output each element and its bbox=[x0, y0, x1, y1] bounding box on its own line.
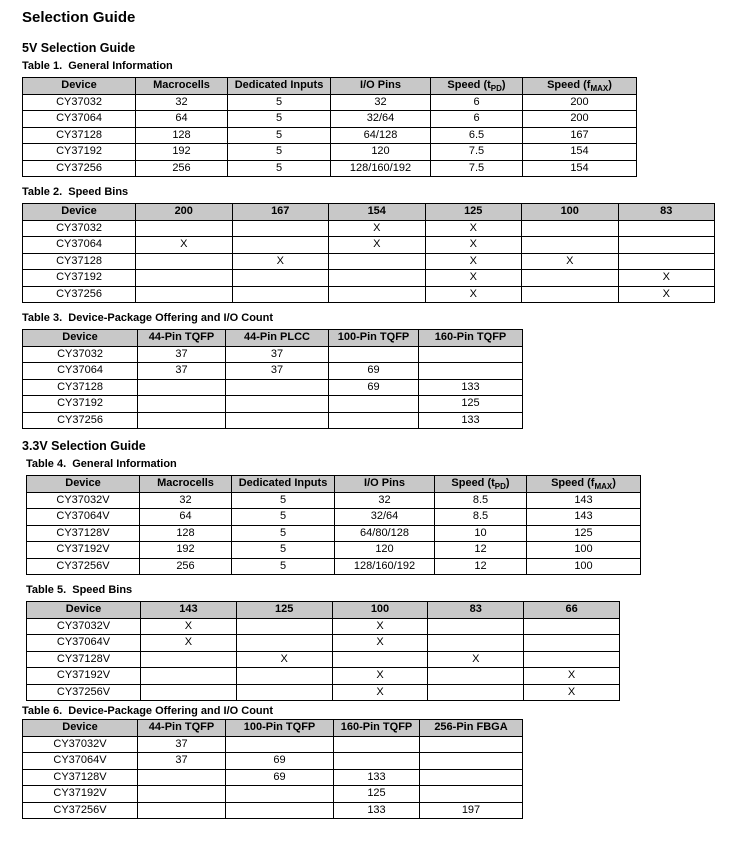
table-cell: 197 bbox=[420, 802, 523, 819]
table-cell: 37 bbox=[226, 346, 329, 363]
device-cell: CY37256 bbox=[23, 286, 136, 303]
table-row bbox=[23, 379, 523, 396]
table-cell bbox=[522, 286, 619, 303]
table-cell bbox=[226, 396, 329, 413]
section-5v-heading: 5V Selection Guide bbox=[22, 41, 136, 55]
table-cell: 200 bbox=[523, 111, 637, 128]
table-cell bbox=[420, 736, 523, 753]
table-cell: X bbox=[141, 635, 237, 652]
table-cell bbox=[524, 635, 620, 652]
table-cell: 12 bbox=[435, 542, 527, 559]
table1-general-information bbox=[22, 77, 637, 177]
table-cell: 32 bbox=[136, 94, 228, 111]
table-cell: X bbox=[425, 286, 522, 303]
table-cell bbox=[522, 237, 619, 254]
device-cell: CY37192 bbox=[23, 396, 138, 413]
table-cell bbox=[138, 769, 226, 786]
table-cell: 120 bbox=[335, 542, 435, 559]
table-cell bbox=[141, 651, 237, 668]
table-cell bbox=[329, 253, 426, 270]
table-cell bbox=[141, 668, 237, 685]
device-cell: CY37032 bbox=[23, 346, 138, 363]
table2-block bbox=[22, 186, 733, 303]
table-cell: 69 bbox=[329, 363, 419, 380]
column-header: 154 bbox=[329, 204, 426, 221]
table-row bbox=[27, 651, 620, 668]
table-cell bbox=[618, 253, 715, 270]
column-header: 83 bbox=[618, 204, 715, 221]
table-cell: 256 bbox=[136, 160, 228, 177]
table-cell: 5 bbox=[228, 144, 331, 161]
table-row bbox=[23, 94, 637, 111]
table-cell: X bbox=[618, 286, 715, 303]
table-cell bbox=[232, 237, 329, 254]
column-header: Speed $(f_{MAX})$ bbox=[523, 78, 637, 95]
column-header: Dedicated Inputs bbox=[228, 78, 331, 95]
table-cell: X bbox=[522, 253, 619, 270]
table-cell bbox=[141, 684, 237, 701]
table4-general-information bbox=[26, 475, 641, 575]
device-cell: CY37128 bbox=[23, 127, 136, 144]
table-cell: 192 bbox=[136, 144, 228, 161]
table-cell: 5 bbox=[228, 160, 331, 177]
table-cell: 100 bbox=[527, 542, 641, 559]
column-header: Macrocells bbox=[140, 476, 232, 493]
column-header: Device bbox=[23, 78, 136, 95]
table-cell: X bbox=[141, 618, 237, 635]
table-cell: X bbox=[329, 237, 426, 254]
column-header: Speed $(f_{MAX})$ bbox=[527, 476, 641, 493]
table-cell: 6 bbox=[431, 111, 523, 128]
column-header: Device bbox=[27, 602, 141, 619]
table3-block bbox=[22, 312, 733, 429]
table-cell: 5 bbox=[228, 127, 331, 144]
column-header: 125 bbox=[236, 602, 332, 619]
table-cell: 256 bbox=[140, 558, 232, 575]
table-cell bbox=[232, 270, 329, 287]
table3-caption: Table 3. Device-Package Offering and I/O Count bbox=[22, 312, 274, 324]
table-cell: X bbox=[524, 684, 620, 701]
table-cell: 69 bbox=[226, 753, 334, 770]
device-cell: CY37032V bbox=[27, 618, 141, 635]
table-cell bbox=[226, 802, 334, 819]
table-cell bbox=[428, 635, 524, 652]
table-cell bbox=[236, 668, 332, 685]
table-cell bbox=[420, 753, 523, 770]
table-cell: 5 bbox=[232, 558, 335, 575]
table-cell: 125 bbox=[419, 396, 523, 413]
table-cell: 12 bbox=[435, 558, 527, 575]
table-row bbox=[27, 558, 641, 575]
table-cell bbox=[420, 786, 523, 803]
column-header: 100 bbox=[522, 204, 619, 221]
table-cell: 192 bbox=[140, 542, 232, 559]
table-row bbox=[27, 492, 641, 509]
table-row bbox=[23, 253, 715, 270]
table-cell: 8.5 bbox=[435, 492, 527, 509]
table-cell: 7.5 bbox=[431, 144, 523, 161]
header-row bbox=[23, 78, 637, 95]
device-cell: CY37192V bbox=[27, 668, 141, 685]
table-cell: X bbox=[332, 635, 428, 652]
table-cell bbox=[138, 786, 226, 803]
table-cell: 32/64 bbox=[331, 111, 431, 128]
table-cell bbox=[136, 286, 233, 303]
table-cell: 64/128 bbox=[331, 127, 431, 144]
device-cell: CY37128V bbox=[27, 651, 141, 668]
table2-caption: Table 2. Speed Bins bbox=[22, 186, 129, 198]
column-header: 44-Pin PLCC bbox=[226, 330, 329, 347]
table-cell bbox=[618, 220, 715, 237]
table-row bbox=[23, 346, 523, 363]
table-cell bbox=[522, 270, 619, 287]
table-cell: 7.5 bbox=[431, 160, 523, 177]
table-cell bbox=[420, 769, 523, 786]
table6-device-package bbox=[22, 719, 523, 819]
column-header: 66 bbox=[524, 602, 620, 619]
table-cell: 64 bbox=[136, 111, 228, 128]
table-row bbox=[23, 144, 637, 161]
table-cell: 5 bbox=[232, 525, 335, 542]
table-row bbox=[23, 786, 523, 803]
table-cell: 69 bbox=[226, 769, 334, 786]
table-cell bbox=[226, 736, 334, 753]
column-header: 200 bbox=[136, 204, 233, 221]
column-header: 83 bbox=[428, 602, 524, 619]
header-row bbox=[23, 204, 715, 221]
table5-speed-bins bbox=[26, 601, 620, 701]
table-cell: X bbox=[524, 668, 620, 685]
table5-caption: Table 5. Speed Bins bbox=[26, 584, 133, 596]
column-header: 167 bbox=[232, 204, 329, 221]
table-cell bbox=[136, 270, 233, 287]
device-cell: CY37032V bbox=[23, 736, 138, 753]
device-cell: CY37256V bbox=[27, 558, 140, 575]
table-cell: 64/80/128 bbox=[335, 525, 435, 542]
table-cell bbox=[329, 412, 419, 429]
table-cell: 125 bbox=[527, 525, 641, 542]
table4-block bbox=[26, 458, 733, 575]
column-header: I/O Pins bbox=[331, 78, 431, 95]
table-row bbox=[23, 412, 523, 429]
table-row bbox=[23, 769, 523, 786]
header-row bbox=[27, 476, 641, 493]
table-row bbox=[23, 220, 715, 237]
table2-speed-bins bbox=[22, 203, 715, 303]
table-row bbox=[23, 237, 715, 254]
table4-caption: Table 4. General Information bbox=[26, 458, 177, 470]
table-cell bbox=[236, 635, 332, 652]
table-cell bbox=[428, 668, 524, 685]
table-cell bbox=[334, 753, 420, 770]
table-row bbox=[23, 396, 523, 413]
table-row bbox=[23, 736, 523, 753]
table1-caption: Table 1. General Information bbox=[22, 60, 173, 72]
device-cell: CY37032V bbox=[27, 492, 140, 509]
table-cell: 133 bbox=[419, 412, 523, 429]
device-cell: CY37256 bbox=[23, 160, 136, 177]
table-cell: X bbox=[136, 237, 233, 254]
device-cell: CY37128V bbox=[23, 769, 138, 786]
table-cell: X bbox=[329, 220, 426, 237]
column-header: Device bbox=[23, 330, 138, 347]
table-cell: X bbox=[425, 270, 522, 287]
column-header: 100 bbox=[332, 602, 428, 619]
table-row bbox=[23, 753, 523, 770]
device-cell: CY37256V bbox=[23, 802, 138, 819]
table-row bbox=[27, 525, 641, 542]
table-cell: 133 bbox=[419, 379, 523, 396]
column-header: 44-Pin TQFP bbox=[138, 330, 226, 347]
table-row bbox=[23, 363, 523, 380]
table-cell: 143 bbox=[527, 492, 641, 509]
column-header: 256-Pin FBGA bbox=[420, 720, 523, 737]
header-row bbox=[23, 330, 523, 347]
table-cell: 69 bbox=[329, 379, 419, 396]
table6-caption: Table 6. Device-Package Offering and I/O Count bbox=[22, 705, 274, 717]
table-row bbox=[27, 509, 641, 526]
table-cell: 143 bbox=[527, 509, 641, 526]
table-cell: 64 bbox=[140, 509, 232, 526]
device-cell: CY37064 bbox=[23, 111, 136, 128]
table-cell bbox=[138, 802, 226, 819]
column-header: 100-Pin TQFP bbox=[329, 330, 419, 347]
table-row bbox=[23, 127, 637, 144]
table-cell: 5 bbox=[232, 509, 335, 526]
table-row bbox=[27, 542, 641, 559]
table-cell: 128/160/192 bbox=[335, 558, 435, 575]
table-cell: X bbox=[332, 618, 428, 635]
device-cell: CY37128V bbox=[27, 525, 140, 542]
table-cell: 154 bbox=[523, 144, 637, 161]
table-cell: 10 bbox=[435, 525, 527, 542]
table-cell: 128 bbox=[136, 127, 228, 144]
table-row bbox=[23, 286, 715, 303]
table-row bbox=[23, 270, 715, 287]
table-row bbox=[23, 111, 637, 128]
device-cell: CY37064 bbox=[23, 363, 138, 380]
table1-block bbox=[22, 60, 733, 177]
table3-device-package bbox=[22, 329, 523, 429]
table-row bbox=[23, 160, 637, 177]
column-header: 44-Pin TQFP bbox=[138, 720, 226, 737]
table-cell: 167 bbox=[523, 127, 637, 144]
table-cell: 32 bbox=[331, 94, 431, 111]
table-cell: X bbox=[428, 651, 524, 668]
table-cell bbox=[428, 618, 524, 635]
table-cell bbox=[236, 684, 332, 701]
page-title: Selection Guide bbox=[22, 9, 136, 26]
table-cell bbox=[419, 346, 523, 363]
column-header: 160-Pin TQFP bbox=[334, 720, 420, 737]
device-cell: CY37064 bbox=[23, 237, 136, 254]
table-cell bbox=[419, 363, 523, 380]
table-cell: 5 bbox=[232, 492, 335, 509]
table-cell: X bbox=[332, 668, 428, 685]
table-cell: 32 bbox=[140, 492, 232, 509]
column-header: 143 bbox=[141, 602, 237, 619]
table-cell bbox=[329, 396, 419, 413]
section-5v bbox=[22, 41, 733, 429]
device-cell: CY37256 bbox=[23, 412, 138, 429]
table-cell bbox=[329, 286, 426, 303]
table-cell: 37 bbox=[138, 736, 226, 753]
column-header: Speed $(t_{PD})$ bbox=[431, 78, 523, 95]
column-header: 100-Pin TQFP bbox=[226, 720, 334, 737]
table-cell: X bbox=[232, 253, 329, 270]
table-cell: 133 bbox=[334, 769, 420, 786]
table-cell bbox=[618, 237, 715, 254]
table-cell: X bbox=[618, 270, 715, 287]
column-header: 125 bbox=[425, 204, 522, 221]
column-header: Device bbox=[23, 204, 136, 221]
column-header: 160-Pin TQFP bbox=[419, 330, 523, 347]
table-cell bbox=[428, 684, 524, 701]
column-header: Device bbox=[27, 476, 140, 493]
table-row bbox=[27, 684, 620, 701]
table-cell: 37 bbox=[138, 346, 226, 363]
device-cell: CY37192V bbox=[23, 786, 138, 803]
table-row bbox=[27, 668, 620, 685]
table-cell: X bbox=[425, 220, 522, 237]
table-cell: 5 bbox=[228, 111, 331, 128]
table-cell: 128 bbox=[140, 525, 232, 542]
column-header: Macrocells bbox=[136, 78, 228, 95]
table-cell bbox=[329, 270, 426, 287]
table-cell bbox=[332, 651, 428, 668]
table-cell bbox=[232, 220, 329, 237]
column-header: Dedicated Inputs bbox=[232, 476, 335, 493]
table-cell bbox=[232, 286, 329, 303]
column-header: I/O Pins bbox=[335, 476, 435, 493]
table-cell: X bbox=[425, 237, 522, 254]
table-cell: X bbox=[425, 253, 522, 270]
device-cell: CY37128 bbox=[23, 379, 138, 396]
header-row bbox=[23, 720, 523, 737]
table5-block bbox=[26, 584, 733, 701]
column-header: Speed $(t_{PD})$ bbox=[435, 476, 527, 493]
table-cell bbox=[329, 346, 419, 363]
table-row bbox=[27, 635, 620, 652]
table-cell bbox=[524, 651, 620, 668]
table-cell: 120 bbox=[331, 144, 431, 161]
table-cell: 128/160/192 bbox=[331, 160, 431, 177]
device-cell: CY37064V bbox=[27, 635, 141, 652]
table-row bbox=[27, 618, 620, 635]
table-cell: 6.5 bbox=[431, 127, 523, 144]
table-cell: X bbox=[332, 684, 428, 701]
table-cell: 133 bbox=[334, 802, 420, 819]
table-cell: 32/64 bbox=[335, 509, 435, 526]
table-cell bbox=[226, 412, 329, 429]
device-cell: CY37064V bbox=[27, 509, 140, 526]
device-cell: CY37032 bbox=[23, 94, 136, 111]
device-cell: CY37128 bbox=[23, 253, 136, 270]
table-cell bbox=[226, 786, 334, 803]
device-cell: CY37256V bbox=[27, 684, 141, 701]
table-cell bbox=[136, 220, 233, 237]
table-cell bbox=[522, 220, 619, 237]
header-row bbox=[27, 602, 620, 619]
column-header: Device bbox=[23, 720, 138, 737]
table-cell: 37 bbox=[226, 363, 329, 380]
table-cell: 5 bbox=[228, 94, 331, 111]
table-cell: 8.5 bbox=[435, 509, 527, 526]
table-cell bbox=[524, 618, 620, 635]
table6-block bbox=[22, 705, 733, 819]
table-cell: 100 bbox=[527, 558, 641, 575]
table-cell: 37 bbox=[138, 753, 226, 770]
table-cell bbox=[226, 379, 329, 396]
table-cell: 6 bbox=[431, 94, 523, 111]
table-cell bbox=[138, 379, 226, 396]
table-cell bbox=[236, 618, 332, 635]
table-cell: 200 bbox=[523, 94, 637, 111]
table-cell bbox=[334, 736, 420, 753]
table-row bbox=[23, 802, 523, 819]
table-cell: X bbox=[236, 651, 332, 668]
table-cell: 5 bbox=[232, 542, 335, 559]
device-cell: CY37064V bbox=[23, 753, 138, 770]
table-cell bbox=[138, 396, 226, 413]
section-3v3 bbox=[22, 439, 733, 819]
device-cell: CY37032 bbox=[23, 220, 136, 237]
device-cell: CY37192V bbox=[27, 542, 140, 559]
table-cell bbox=[138, 412, 226, 429]
table-cell: 32 bbox=[335, 492, 435, 509]
table-cell: 37 bbox=[138, 363, 226, 380]
table-cell: 125 bbox=[334, 786, 420, 803]
section-3v3-heading: 3.3V Selection Guide bbox=[22, 439, 146, 453]
device-cell: CY37192 bbox=[23, 270, 136, 287]
device-cell: CY37192 bbox=[23, 144, 136, 161]
table-cell: 154 bbox=[523, 160, 637, 177]
table-cell bbox=[136, 253, 233, 270]
